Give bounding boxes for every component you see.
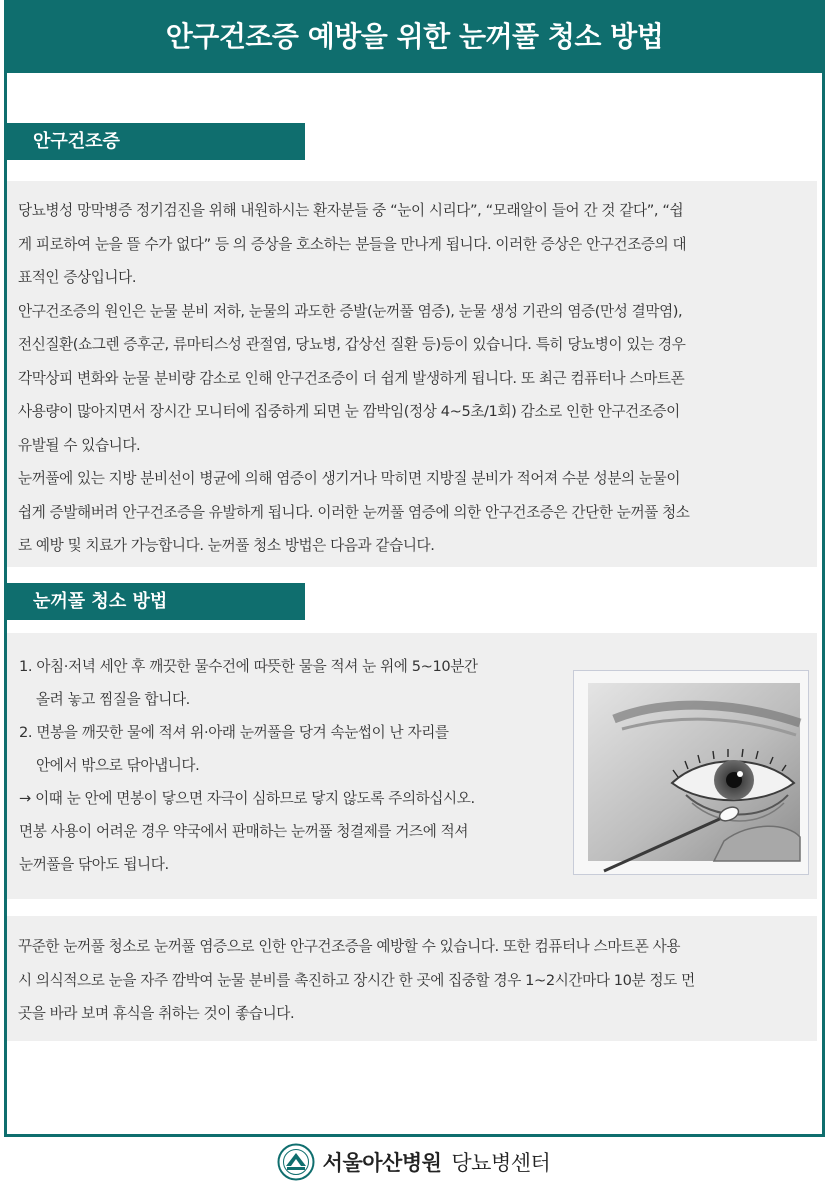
page-title: 안구건조증 예방을 위한 눈꺼풀 청소 방법 [4, 0, 825, 73]
closing-panel [7, 916, 817, 1041]
cleaning-steps-panel [7, 633, 817, 899]
text-line: 당뇨병성 망막병증 정기검진을 위해 내원하시는 환자분들 중 “눈이 시리다”, “모래알이 들어 간 것 같다”, “쉽 [18, 202, 684, 219]
asan-foundation-logo [277, 1143, 315, 1181]
text-line: 유발될 수 있습니다. [18, 436, 141, 454]
section-heading-eyelid-cleaning: 눈꺼풀 청소 방법 [7, 583, 305, 620]
eyelid-cleaning-illustration [573, 670, 809, 875]
text-line: 시 의식적으로 눈을 자주 깜박여 눈물 분비를 촉진하고 장시간 한 곳에 집중할 경우 1~2시간마다 10분 정도 먼 [18, 971, 695, 989]
footer [0, 1134, 827, 1190]
text-line: 사용량이 많아지면서 장시간 모니터에 집중하게 되면 눈 깜박임(정상 4~5초/1회) 감소로 인한 안구건조증이 [18, 403, 680, 420]
text-line: 곳을 바라 보며 휴식을 취하는 것이 좋습니다. [18, 1005, 295, 1022]
text-line: 각막상피 변화와 눈물 분비량 감소로 인해 안구건조증이 더 쉽게 발생하게 됩니다. 또 최근 컴퓨터나 스마트폰 [18, 369, 685, 387]
text-line: 쉽게 증발해버려 안구건조증을 유발하게 됩니다. 이러한 눈꺼풀 염증에 의한 안구건조증은 간단한 눈꺼풀 청소 [18, 503, 690, 521]
text-line: 안구건조증의 원인은 눈물 분비 저하, 눈물의 과도한 증발(눈꺼풀 염증), 눈물 생성 기관의 염증(만성 결막염), [18, 302, 683, 320]
step-line: 1. 아침·저녁 세안 후 깨끗한 물수건에 따뜻한 물을 적셔 눈 위에 5~10분간 [19, 658, 478, 675]
paragraph-intro [18, 194, 807, 295]
paragraph-closing [18, 930, 807, 1031]
section-heading-dry-eye: 안구건조증 [7, 123, 305, 160]
step-line: 눈꺼풀을 닦아도 됩니다. [19, 856, 169, 873]
text-line: 눈꺼풀에 있는 지방 분비선이 병균에 의해 염증이 생기거나 막히면 지방질 분비가 적어져 수분 성분의 눈물이 [18, 470, 681, 487]
dry-eye-description-panel [7, 181, 817, 567]
department-name: 당뇨병센터 [451, 1151, 551, 1175]
step-line: 올려 놓고 찜질을 합니다. [19, 691, 190, 708]
text-line: 로 예방 및 치료가 가능합니다. 눈꺼풀 청소 방법은 다음과 같습니다. [18, 537, 435, 554]
step-line: 안에서 밖으로 닦아냅니다. [19, 757, 200, 774]
text-line: 전신질환(쇼그렌 증후군, 류마티스성 관절염, 당뇨병, 갑상선 질환 등)등이 있습니다. 특히 당뇨병이 있는 경우 [18, 336, 686, 353]
text-line: 꾸준한 눈꺼풀 청소로 눈꺼풀 염증으로 인한 안구건조증을 예방할 수 있습니다. 또한 컴퓨터나 스마트폰 사용 [18, 938, 681, 955]
step-line: 2. 면봉을 깨끗한 물에 적셔 위·아래 눈꺼풀을 당겨 속눈썹이 난 자리를 [19, 724, 449, 741]
text-line: 표적인 증상입니다. [18, 269, 137, 286]
hospital-name: 서울아산병원 [322, 1151, 442, 1175]
paragraph-causes [18, 295, 807, 463]
caution-line: → 이때 눈 안에 면봉이 닿으면 자극이 심하므로 닿지 않도록 주의하십시오. [19, 790, 475, 807]
step-line: 면봉 사용이 어려운 경우 약국에서 판매하는 눈꺼풀 청결제를 거즈에 적셔 [19, 823, 469, 840]
paragraph-eyelid-inflammation [18, 462, 807, 563]
text-line: 게 피로하여 눈을 뜰 수가 없다” 등 의 증상을 호소하는 분들을 만나게 됩니다. 이러한 증상은 안구건조증의 대 [18, 235, 687, 253]
